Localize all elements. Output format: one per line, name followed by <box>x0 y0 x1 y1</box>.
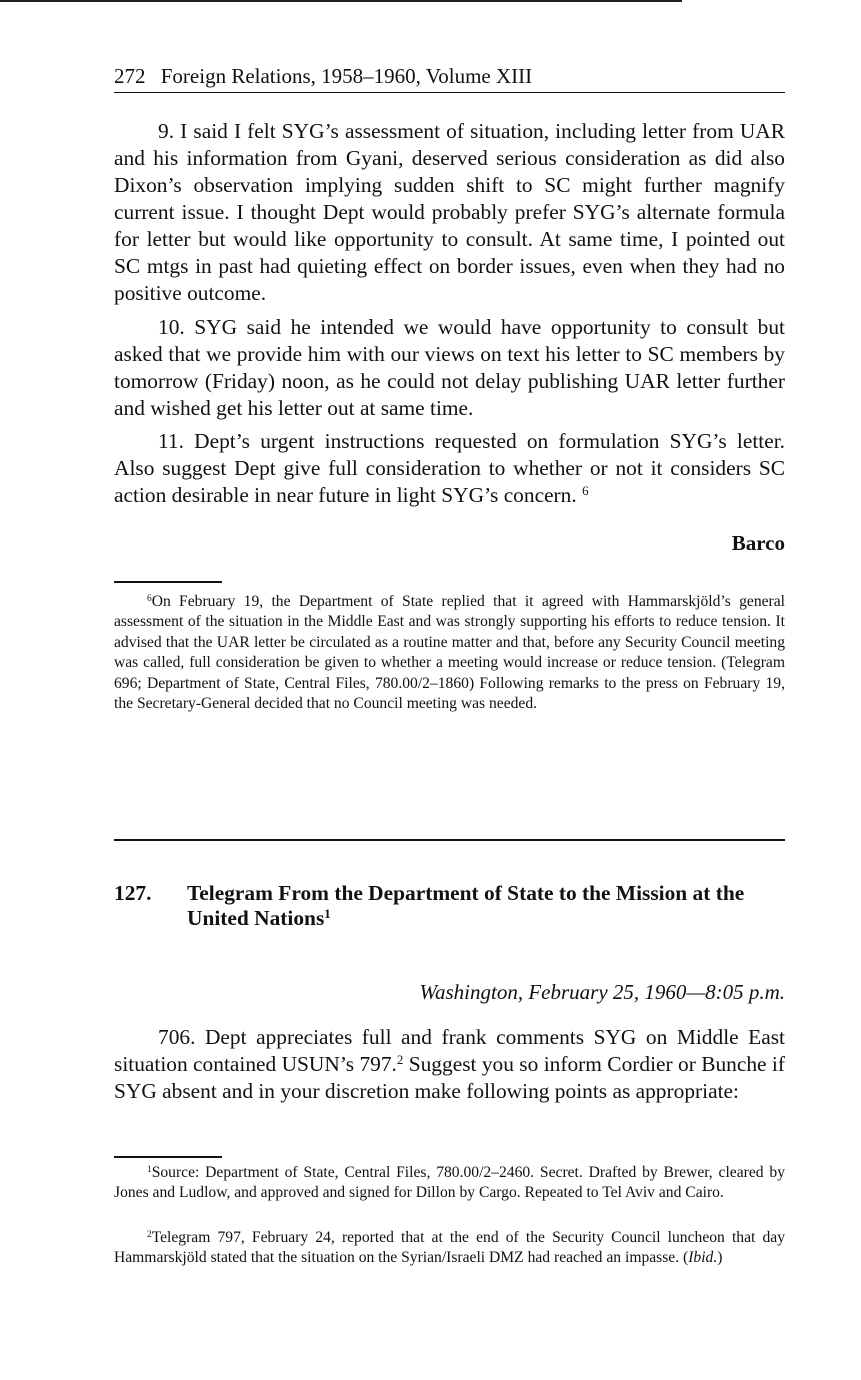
footnote-1-text: Source: Department of State, Central Files, 780.00/2–2460. Secret. Drafted by Brewer, cleared by Jones and Ludlow, and approved and signed for Dillon by Cargo. Repeated to Tel Aviv and Cairo. <box>114 1164 785 1202</box>
footnote-rule <box>114 581 222 583</box>
document-separator-rule <box>114 839 785 841</box>
document-title <box>187 881 785 931</box>
running-title: Foreign Relations, 1958–1960, Volume XIII <box>160 64 533 88</box>
footnote-6-marker: 6 <box>147 593 152 604</box>
paragraph-9 <box>114 118 785 307</box>
paragraph-11-text: 11. Dept’s urgent instructions requested on formulation SYG’s letter. Also suggest Dept give full consideration to whether or not it considers SC action desirable in near future in light SYG’s concern. <box>114 429 785 507</box>
footnote-1-marker: 1 <box>147 1164 152 1175</box>
footnote-2-text-a: Telegram 797, February 24, reported that at the end of the Security Council luncheon that day Hammarskjöld stated that the situation on the Syrian/Israeli DMZ had reached an impasse. ( <box>114 1229 785 1267</box>
running-header <box>114 64 785 93</box>
footnote-ref-1: 1 <box>324 906 331 921</box>
paragraph-706 <box>114 1024 785 1105</box>
paragraph-10-text: 10. SYG said he intended we would have opportunity to consult but asked that we provide him with our views on text his letter to SC members by tomorrow (Friday) noon, as he could not delay publishing UAR letter further and wished get his letter out at same time. <box>114 315 785 420</box>
top-edge-rule <box>0 0 682 2</box>
footnote-2-text-b: ) <box>717 1249 723 1267</box>
footnote-1 <box>114 1163 785 1204</box>
footnote-2 <box>114 1228 785 1269</box>
document-title-text: Telegram From the Department of State to the Mission at the United Nations <box>187 881 745 930</box>
footnote-ref-6: 6 <box>582 483 589 498</box>
footnote-2-marker: 2 <box>147 1229 152 1240</box>
footnote-6-text: On February 19, the Department of State replied that it agreed with Hammarskjöld’s general assessment of the situation in the Middle East and was strongly supporting his efforts to reduce tension. It advised that the UAR letter be circulated as a routine matter and that, before any Security Council meeting was called, full consideration be given to whether a meeting would increase or reduce tension. (Telegram 696; Department of State, Central Files, 780.00/2–1860) Following remarks to the press on February 19, the Secretary-General decided that no Council meeting was needed. <box>114 593 785 713</box>
page-number: 272 <box>114 64 146 88</box>
paragraph-11 <box>114 428 785 509</box>
paragraph-10 <box>114 314 785 422</box>
footnote-6 <box>114 592 785 714</box>
footnote-ref-2: 2 <box>396 1052 404 1067</box>
footnote-2-ibid: Ibid. <box>688 1249 718 1267</box>
dateline: Washington, February 25, 1960—8:05 p.m. <box>419 980 785 1004</box>
paragraph-706-text-a: 706. Dept appreciates full and frank comments SYG on Middle East situation contained USUN’s 797. <box>114 1025 785 1076</box>
paragraph-9-text: 9. I said I felt SYG’s assessment of situation, including letter from UAR and his information from Gyani, deserved serious consideration as did also Dixon’s observation implying sudden shift to SC might further magnify current issue. I thought Dept would probably prefer SYG’s alternate formula for letter but would like opportunity to consult. At same time, I pointed out SC mtgs in past had quieting effect on border issues, even when they had no positive outcome. <box>114 119 785 305</box>
paragraph-706-text-b: Suggest you so inform Cordier or Bunche if SYG absent and in your discretion make following points as appropriate: <box>114 1052 785 1103</box>
document-number: 127. <box>114 881 152 905</box>
signature: Barco <box>731 531 785 555</box>
footnote-rule-2 <box>114 1156 222 1158</box>
